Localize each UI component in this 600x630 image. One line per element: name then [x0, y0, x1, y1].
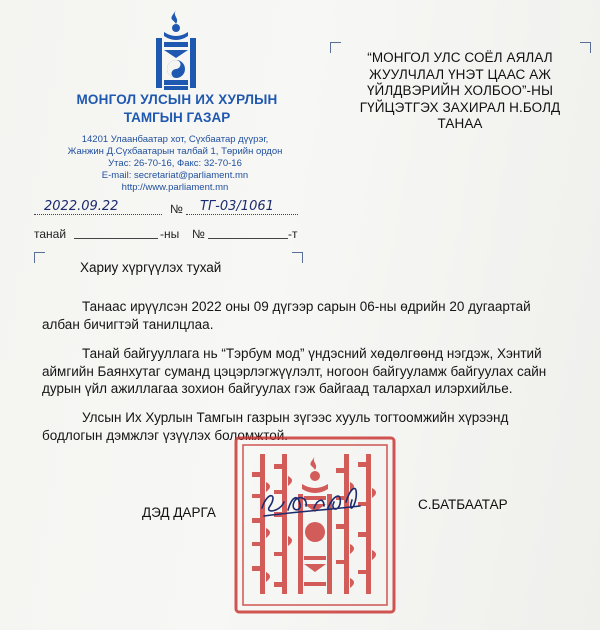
letter-number: ТГ-03/1061 — [200, 199, 274, 214]
signatory-name: С.БАТБААТАР — [418, 497, 508, 512]
org-name-line2: ТАМГЫН ГАЗАР — [123, 110, 231, 125]
body-paragraph: Улсын Их Хурлын Тамгын газрын зүгээс хууль тогтоомжийн хүрээнд бодлогын дэмжлэг үзүүлэх боломжтой. — [42, 410, 509, 443]
number-label-2: № — [192, 227, 205, 241]
blank-line — [74, 238, 158, 239]
address-line: 14201 Улаанбаатар хот, Сүхбаатар дүүрэг, — [81, 134, 269, 145]
org-name-line1: МОНГОЛ УЛСЫН ИХ ХУРЛЫН — [76, 92, 278, 107]
letter-date: 2022.09.22 — [44, 199, 119, 214]
number-underline — [186, 214, 298, 215]
corner-mark — [34, 252, 45, 263]
corner-mark — [292, 252, 303, 263]
soyombo-emblem-icon — [150, 8, 202, 92]
address-line: Жанжин Д.Сүхбаатарын талбай 1, Төрийн ордон — [67, 146, 283, 157]
recipient-line: ЖУУЛЧЛАЛ ҮНЭТ ЦААС АЖ — [369, 66, 551, 82]
suffix-t: -т — [288, 227, 298, 241]
body-paragraph: Танаас ирүүлсэн 2022 оны 09 дүгээр сарын 06-ны өдрийн 20 дугаартай албан бичигтэй танилцлаа. — [42, 299, 531, 332]
handwritten-signature — [258, 474, 368, 524]
phone-line: Утас: 26-70-16, Факс: 32-70-16 — [108, 158, 242, 169]
body-paragraph: Танай байгууллага нь “Тэрбум мод” үндэсний хөдөлгөөнд нэгдэж, Хэнтий аймгийн Баянхутаг суманд цэцэрлэгжүүлэлт, ногоон байгууламж байгуулах сайн дурын үйл ажиллагаа зохион байгуулах гэж байгаад талархал илэрхийлье. — [42, 346, 547, 396]
recipient-line: ГҮЙЦЭТГЭХ ЗАХИРАЛ Н.БОЛД — [359, 99, 561, 115]
official-seal-stamp — [230, 432, 400, 618]
recipient-block — [340, 50, 580, 133]
corner-mark — [580, 42, 591, 53]
subject-line: Хариу хүргүүлэх тухай — [80, 260, 222, 275]
suffix-ny: -ны — [160, 227, 180, 241]
signatory-title: ДЭД ДАРГА — [142, 505, 216, 520]
number-label: № — [170, 202, 183, 216]
date-underline — [34, 214, 162, 215]
website-line: http://www.parliament.mn — [121, 182, 229, 193]
blank-line — [208, 238, 288, 239]
to-label: танай — [34, 227, 67, 241]
recipient-line: ҮЙЛДВЭРИЙН ХОЛБОО”-НЫ — [366, 83, 554, 98]
recipient-line: ТАНАА — [437, 116, 483, 131]
recipient-line: “МОНГОЛ УЛС СОЁЛ АЯЛАЛ — [367, 50, 553, 65]
email-line: E-mail: secretariat@parliament.mn — [101, 170, 249, 181]
